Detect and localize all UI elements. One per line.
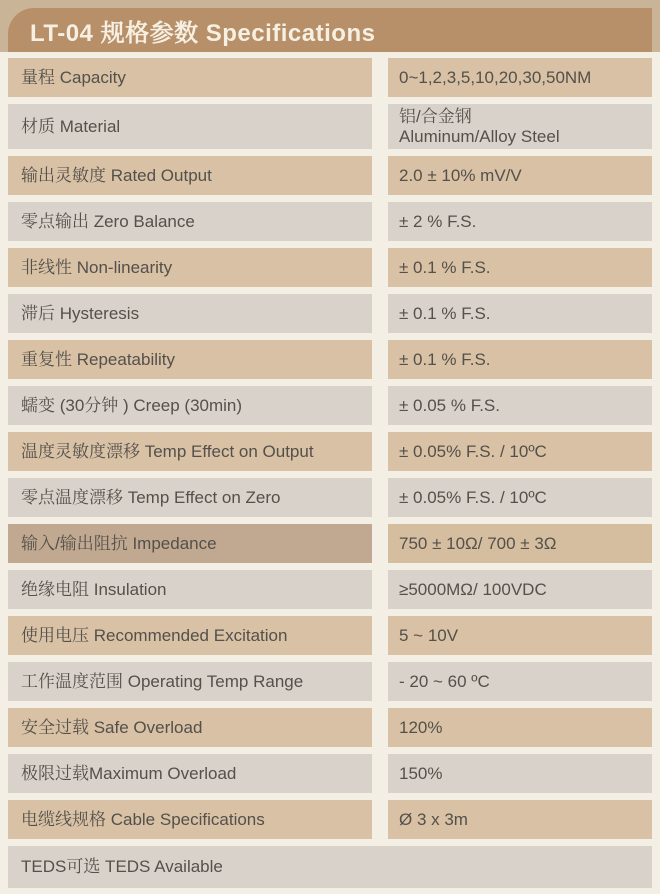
- row-label: 使用电压 Recommended Excitation: [8, 616, 372, 655]
- row-value: 150%: [388, 754, 652, 793]
- row-value: 2.0 ± 10% mV/V: [388, 156, 652, 195]
- row-label: 零点输出 Zero Balance: [8, 202, 372, 241]
- row-value: ± 2 % F.S.: [388, 202, 652, 241]
- row-label: 安全过载 Safe Overload: [8, 708, 372, 747]
- row-label: 电缆线规格 Cable Specifications: [8, 800, 372, 839]
- row-temp-effect-output: [8, 432, 652, 471]
- row-creep: [8, 386, 652, 425]
- row-value: 5 ~ 10V: [388, 616, 652, 655]
- row-value-line2: Aluminum/Alloy Steel: [399, 126, 560, 146]
- row-value: ≥5000MΩ/ 100VDC: [388, 570, 652, 609]
- row-value: 0~1,2,3,5,10,20,30,50NM: [388, 58, 652, 97]
- row-repeatability: [8, 340, 652, 379]
- row-maximum-overload: [8, 754, 652, 793]
- header-bar: [8, 8, 652, 52]
- row-teds-available: [8, 846, 652, 888]
- row-value: [388, 104, 652, 149]
- row-safe-overload: [8, 708, 652, 747]
- row-label: 量程 Capacity: [8, 58, 372, 97]
- row-insulation: [8, 570, 652, 609]
- row-material: [8, 104, 652, 149]
- row-label: 滞后 Hysteresis: [8, 294, 372, 333]
- row-capacity: [8, 58, 652, 97]
- row-label: 蠕变 (30分钟 ) Creep (30min): [8, 386, 372, 425]
- row-temp-effect-zero: [8, 478, 652, 517]
- row-value-line1: 铝/合金钢: [399, 106, 472, 126]
- row-label: 温度灵敏度漂移 Temp Effect on Output: [8, 432, 372, 471]
- spec-table: [0, 52, 660, 888]
- row-label: 非线性 Non-linearity: [8, 248, 372, 287]
- row-value: 120%: [388, 708, 652, 747]
- row-label: 输入/输出阻抗 Impedance: [8, 524, 372, 563]
- row-hysteresis: [8, 294, 652, 333]
- row-label: TEDS可选 TEDS Available: [8, 846, 652, 888]
- row-value: ± 0.1 % F.S.: [388, 294, 652, 333]
- page-title: LT-04 规格参数 Specifications: [30, 19, 376, 47]
- row-label: 工作温度范围 Operating Temp Range: [8, 662, 372, 701]
- top-band: [0, 0, 660, 52]
- row-rated-output: [8, 156, 652, 195]
- row-label: 材质 Material: [8, 104, 372, 149]
- row-label: 极限过载Maximum Overload: [8, 754, 372, 793]
- row-value: ± 0.05% F.S. / 10ºC: [388, 478, 652, 517]
- row-value: ± 0.05% F.S. / 10ºC: [388, 432, 652, 471]
- row-label: 绝缘电阻 Insulation: [8, 570, 372, 609]
- row-operating-temp-range: [8, 662, 652, 701]
- row-impedance: [8, 524, 652, 563]
- row-label: 零点温度漂移 Temp Effect on Zero: [8, 478, 372, 517]
- row-value: 750 ± 10Ω/ 700 ± 3Ω: [388, 524, 652, 563]
- row-label: 重复性 Repeatability: [8, 340, 372, 379]
- row-value: ± 0.05 % F.S.: [388, 386, 652, 425]
- row-cable-specifications: [8, 800, 652, 839]
- row-value: Ø 3 x 3m: [388, 800, 652, 839]
- row-zero-balance: [8, 202, 652, 241]
- row-non-linearity: [8, 248, 652, 287]
- row-value: ± 0.1 % F.S.: [388, 340, 652, 379]
- row-excitation: [8, 616, 652, 655]
- row-value: ± 0.1 % F.S.: [388, 248, 652, 287]
- row-value: - 20 ~ 60 ºC: [388, 662, 652, 701]
- row-label: 输出灵敏度 Rated Output: [8, 156, 372, 195]
